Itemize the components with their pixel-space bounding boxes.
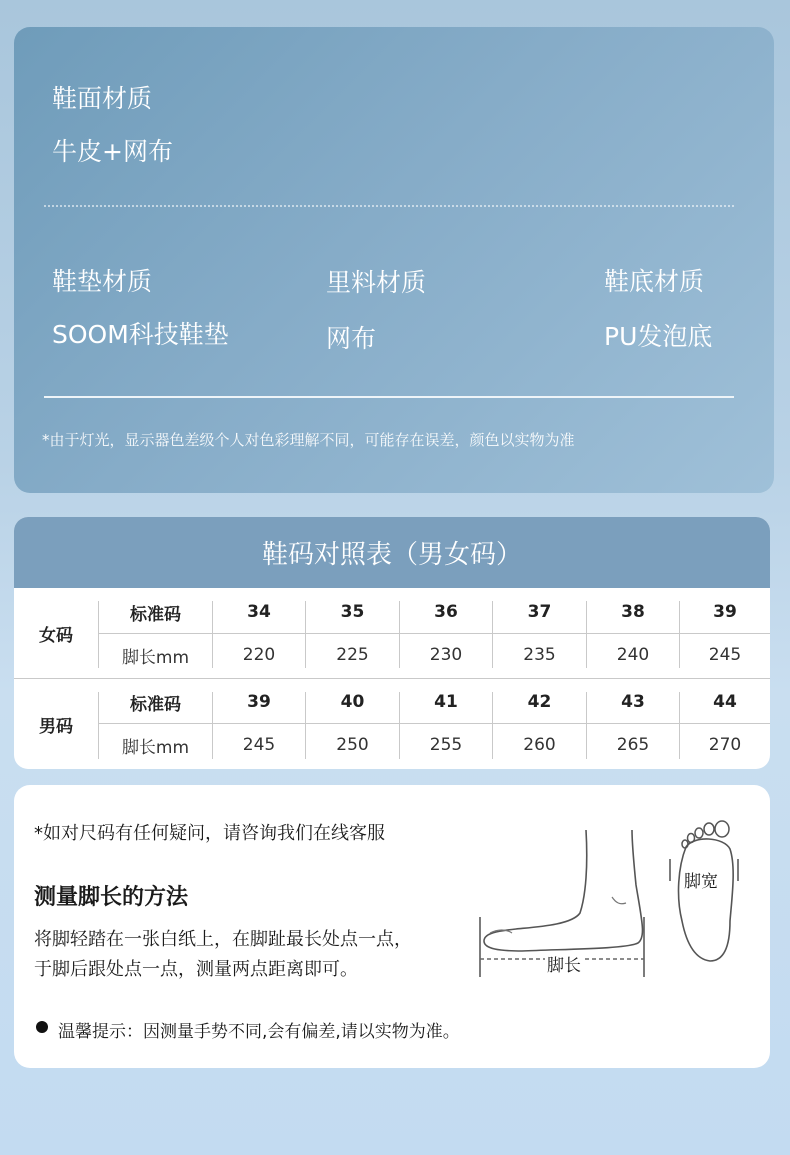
consult-note: *如对尺码有任何疑问，请咨询我们在线客服	[34, 823, 385, 844]
men-size-cell: 40	[340, 692, 365, 712]
men-label: 男码	[39, 716, 73, 737]
women-length-cell: 230	[429, 645, 463, 665]
women-length-label: 脚长mm	[121, 647, 190, 668]
foot-length-label: 脚长	[545, 951, 583, 976]
men-size-cell: 44	[713, 692, 737, 712]
bullet-dot-icon	[36, 1021, 48, 1033]
women-std-label: 标准码	[130, 604, 181, 625]
women-size-block	[14, 588, 770, 678]
insole-material-title: 鞋垫材质	[52, 267, 153, 296]
men-length-cell: 245	[242, 735, 276, 755]
measure-tip: 温馨提示：因测量手势不同,会有偏差,请以实物为准。	[58, 1022, 460, 1042]
women-size-cell: 39	[713, 602, 737, 622]
men-std-label: 标准码	[130, 694, 181, 715]
men-size-block	[14, 679, 770, 769]
size-chart-title: 鞋码对照表（男女码）	[14, 517, 770, 588]
women-size-cell: 38	[621, 602, 645, 622]
women-length-cell: 220	[242, 645, 276, 665]
upper-material-value: 牛皮+网布	[52, 137, 173, 166]
men-size-cell: 41	[434, 692, 458, 712]
measure-card	[14, 785, 770, 1068]
women-label: 女码	[39, 625, 73, 646]
foot-width-label: 脚宽	[682, 867, 720, 892]
men-length-label: 脚长mm	[121, 737, 190, 758]
material-card	[14, 27, 774, 493]
size-chart-card	[14, 517, 770, 769]
divider-solid	[44, 396, 734, 398]
divider-dotted	[44, 205, 734, 207]
lining-material-value: 网布	[326, 324, 377, 353]
women-length-cell: 245	[708, 645, 742, 665]
men-size-cell: 42	[527, 692, 552, 712]
men-length-cell: 250	[336, 735, 369, 755]
women-length-cell: 240	[616, 645, 650, 665]
insole-material-value: SOOM科技鞋垫	[52, 320, 229, 349]
women-size-cell: 37	[527, 602, 552, 622]
women-size-cell: 36	[434, 602, 458, 622]
men-size-cell: 39	[247, 692, 271, 712]
men-size-cell: 43	[621, 692, 645, 712]
women-length-cell: 235	[523, 645, 556, 665]
women-size-cell: 34	[247, 602, 271, 622]
foot-sole-icon	[664, 817, 744, 967]
measure-step-2: 于脚后跟处点一点，测量两点距离即可。	[34, 959, 358, 980]
sole-material-title: 鞋底材质	[604, 267, 705, 296]
men-length-cell: 270	[708, 735, 742, 755]
lining-material-title: 里料材质	[326, 268, 427, 297]
row-divider	[98, 723, 770, 724]
measure-title: 测量脚长的方法	[34, 885, 189, 910]
men-length-cell: 260	[523, 735, 556, 755]
sole-material-value: PU发泡底	[604, 322, 713, 351]
men-length-cell: 255	[429, 735, 463, 755]
measure-step-1: 将脚轻踏在一张白纸上，在脚趾最长处点一点，	[34, 929, 412, 950]
row-divider	[98, 633, 770, 634]
men-length-cell: 265	[616, 735, 650, 755]
color-disclaimer: *由于灯光，显示器色差级个人对色彩理解不同，可能存在误差，颜色以实物为准	[42, 431, 575, 449]
women-length-cell: 225	[336, 645, 369, 665]
upper-material-title: 鞋面材质	[52, 84, 153, 113]
women-size-cell: 35	[340, 602, 365, 622]
